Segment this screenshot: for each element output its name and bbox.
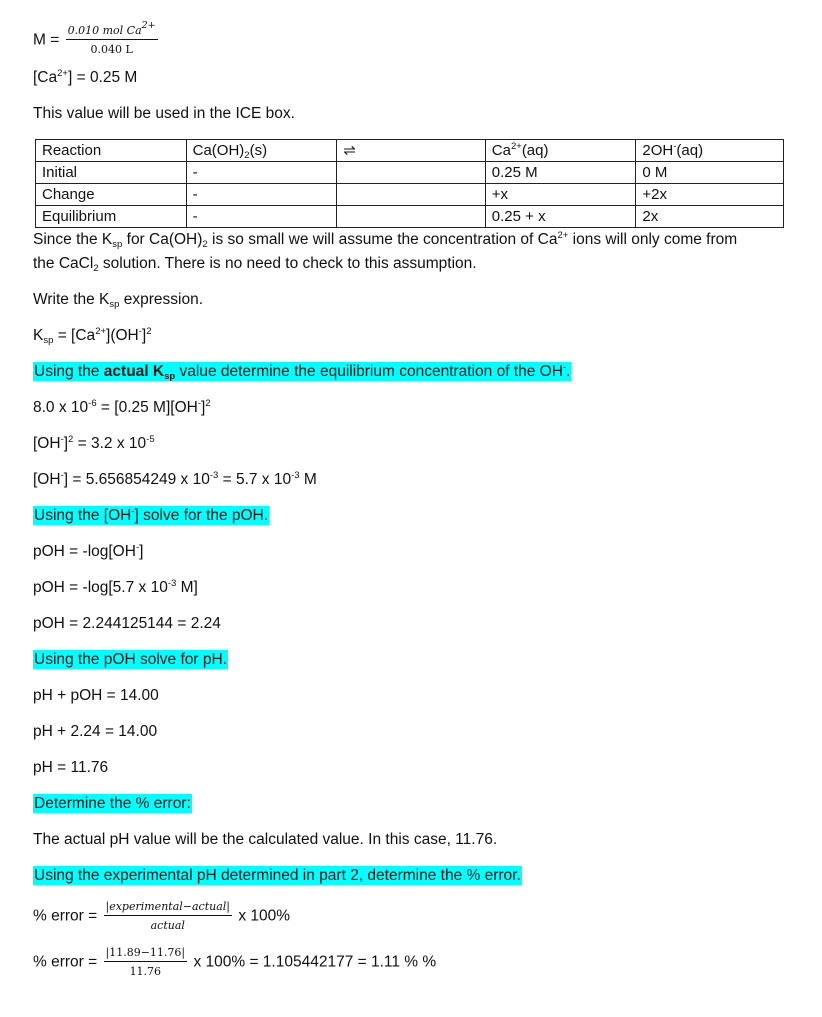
sup: - (197, 398, 202, 409)
molarity-denominator: 0.040 L (90, 43, 133, 56)
ice-header-arrow: ⇌ (337, 140, 486, 162)
ice-header-label: Reaction (36, 140, 187, 162)
equation-3 (33, 470, 317, 490)
error-denominator: actual (150, 919, 185, 932)
text: solution. There is no need to check to this assumption. (98, 255, 477, 272)
sub: sp (164, 371, 176, 382)
ion1-text: Ca (491, 141, 511, 159)
highlight (33, 506, 269, 525)
text: [OH (33, 471, 61, 488)
text: Write the K (33, 291, 110, 308)
sup: -3 (209, 470, 219, 481)
experimental-heading (33, 866, 522, 886)
highlight: Using the experimental pH determined in part 2, determine the % error. (34, 867, 521, 884)
molarity-numerator (66, 20, 158, 40)
sup: -6 (88, 398, 97, 409)
ice-row-change (36, 184, 784, 206)
text: ] = 5.656854249 x 10 (63, 471, 210, 488)
text: expression. (119, 291, 204, 308)
ice-row-ca: +x (485, 184, 636, 206)
reactant-text: Ca(OH) (192, 141, 245, 159)
ice-table (35, 139, 784, 228)
ice-row-oh: +2x (636, 184, 784, 206)
ph-line-1: pH + pOH = 14.00 (33, 687, 159, 704)
ice-row-ca: 0.25 + x (485, 206, 636, 228)
ice-header-ion2 (636, 140, 784, 162)
molarity-fraction (66, 20, 158, 57)
text: = 5.7 x 10 (218, 471, 292, 488)
text: ] (139, 543, 144, 560)
sup: -5 (146, 434, 155, 445)
ice-row-label: Change (36, 184, 187, 206)
ca-conc-charge: 2+ (57, 68, 68, 79)
text: = 3.2 x 10 (73, 435, 147, 452)
sup: 2+ (557, 230, 569, 241)
text: M (299, 471, 317, 488)
ion1-end: (aq) (521, 141, 549, 159)
ph-heading (33, 650, 228, 670)
text: K (33, 327, 44, 344)
ksp-expression (33, 326, 152, 346)
text: the CaCl (33, 255, 94, 272)
poh-line-1 (33, 542, 143, 562)
text: for Ca(OH) (122, 231, 203, 248)
equation-2 (33, 434, 155, 454)
sup: 2+ (95, 326, 107, 337)
calc-numerator: |11.89−11.76| (104, 946, 188, 962)
ice-intro: This value will be used in the ICE box. (33, 105, 295, 122)
assumption-line-2 (33, 254, 477, 274)
assumption-line-1 (33, 230, 737, 250)
rhs: x 100% (238, 907, 291, 925)
ice-row-solid: - (186, 206, 337, 228)
equation-1 (33, 398, 211, 418)
sup: - (60, 470, 64, 481)
text: ] (141, 327, 147, 344)
ice-header-reactant (186, 140, 337, 162)
ice-row-solid: - (186, 162, 337, 184)
error-numerator: |experimental−actual| (104, 900, 233, 916)
ion2-sup: - (673, 140, 677, 152)
ice-row-oh: 0 M (636, 162, 784, 184)
text: pOH = -log[OH (33, 543, 136, 560)
calc-fraction (104, 946, 188, 979)
molarity-equation (33, 20, 160, 57)
sup: - (138, 326, 142, 337)
bold-text (104, 363, 175, 380)
molarity-lhs: M = (33, 31, 60, 49)
text: M] (176, 579, 198, 596)
sup: 2 (68, 434, 74, 445)
reactant-end: (s) (249, 141, 268, 159)
error-fraction (104, 900, 233, 933)
text: 8.0 x 10 (33, 399, 89, 416)
highlight: Determine the % error: (34, 795, 191, 812)
ice-row-label: Equilibrium (36, 206, 187, 228)
sup: - (562, 362, 567, 373)
error-heading (33, 794, 192, 814)
ca-conc-ion: [Ca (33, 69, 58, 86)
text: value determine the equilibrium concentration of the OH (175, 363, 563, 380)
rhs: x 100% = 1.105442177 = 1.11 % % (193, 953, 437, 971)
ion2-end: (aq) (676, 141, 704, 159)
error-formula (33, 900, 290, 933)
lhs: % error = (33, 907, 98, 925)
sub: sp (43, 335, 54, 346)
text: pOH = -log[5.7 x 10 (33, 579, 168, 596)
ice-row-empty (337, 184, 486, 206)
text: . (566, 363, 571, 380)
sub: sp (112, 239, 123, 250)
ice-row-initial (36, 162, 784, 184)
ksp-heading (33, 290, 203, 310)
highlight (33, 362, 571, 381)
highlight: Using the pOH solve for pH. (34, 651, 227, 668)
poh-heading (33, 506, 269, 526)
text: ] (201, 399, 206, 416)
ice-header-row (36, 140, 784, 162)
text: is so small we will assume the concentration of Ca (207, 231, 558, 248)
text: Using the [OH (34, 507, 132, 524)
sup: - (131, 506, 135, 517)
text: actual K (103, 363, 165, 380)
ph-line-3: pH = 11.76 (33, 759, 109, 776)
sup: - (135, 542, 140, 553)
sub: 2 (202, 239, 208, 250)
actual-ksp-heading (33, 362, 571, 382)
sup: 2 (205, 398, 211, 409)
text: Since the K (33, 231, 113, 248)
ice-row-oh: 2x (636, 206, 784, 228)
molarity-num-charge: 2+ (141, 20, 156, 31)
ion2-text: 2OH (642, 141, 674, 159)
ice-row-empty (337, 206, 486, 228)
sub: sp (109, 299, 120, 310)
ice-header-ion1 (485, 140, 636, 162)
ca-conc-rest: ] = 0.25 M (67, 69, 138, 86)
ice-row-ca: 0.25 M (485, 162, 636, 184)
text: ](OH (106, 327, 139, 344)
calc-denominator: 11.76 (129, 965, 162, 978)
ph-line-2: pH + 2.24 = 14.00 (33, 723, 158, 740)
reactant-sub: 2 (244, 149, 250, 161)
text: ] solve for the pOH. (134, 507, 269, 524)
lhs: % error = (33, 953, 98, 971)
poh-line-3: pOH = 2.244125144 = 2.24 (33, 615, 221, 632)
text: [OH (33, 435, 61, 452)
error-calculation (33, 946, 436, 979)
text: = [Ca (53, 327, 96, 344)
molarity-num-text: 0.010 mol Ca (67, 24, 142, 37)
ion1-sup: 2+ (510, 140, 522, 152)
text: Using the (34, 363, 104, 380)
sup: - (60, 434, 64, 445)
actual-note: The actual pH value will be the calculated value. In this case, 11.76. (33, 831, 498, 848)
sup: 2 (146, 326, 152, 337)
poh-line-2 (33, 578, 198, 598)
ca-concentration (33, 68, 137, 88)
ice-row-equilibrium (36, 206, 784, 228)
ice-row-empty (337, 162, 486, 184)
text: = [0.25 M][OH (96, 399, 198, 416)
sup: -3 (291, 470, 300, 481)
text: ] (63, 435, 69, 452)
ice-row-solid: - (186, 184, 337, 206)
sup: -3 (167, 578, 177, 589)
text: ions will only come from (568, 231, 738, 248)
ice-row-label: Initial (36, 162, 187, 184)
sub: 2 (93, 263, 99, 274)
